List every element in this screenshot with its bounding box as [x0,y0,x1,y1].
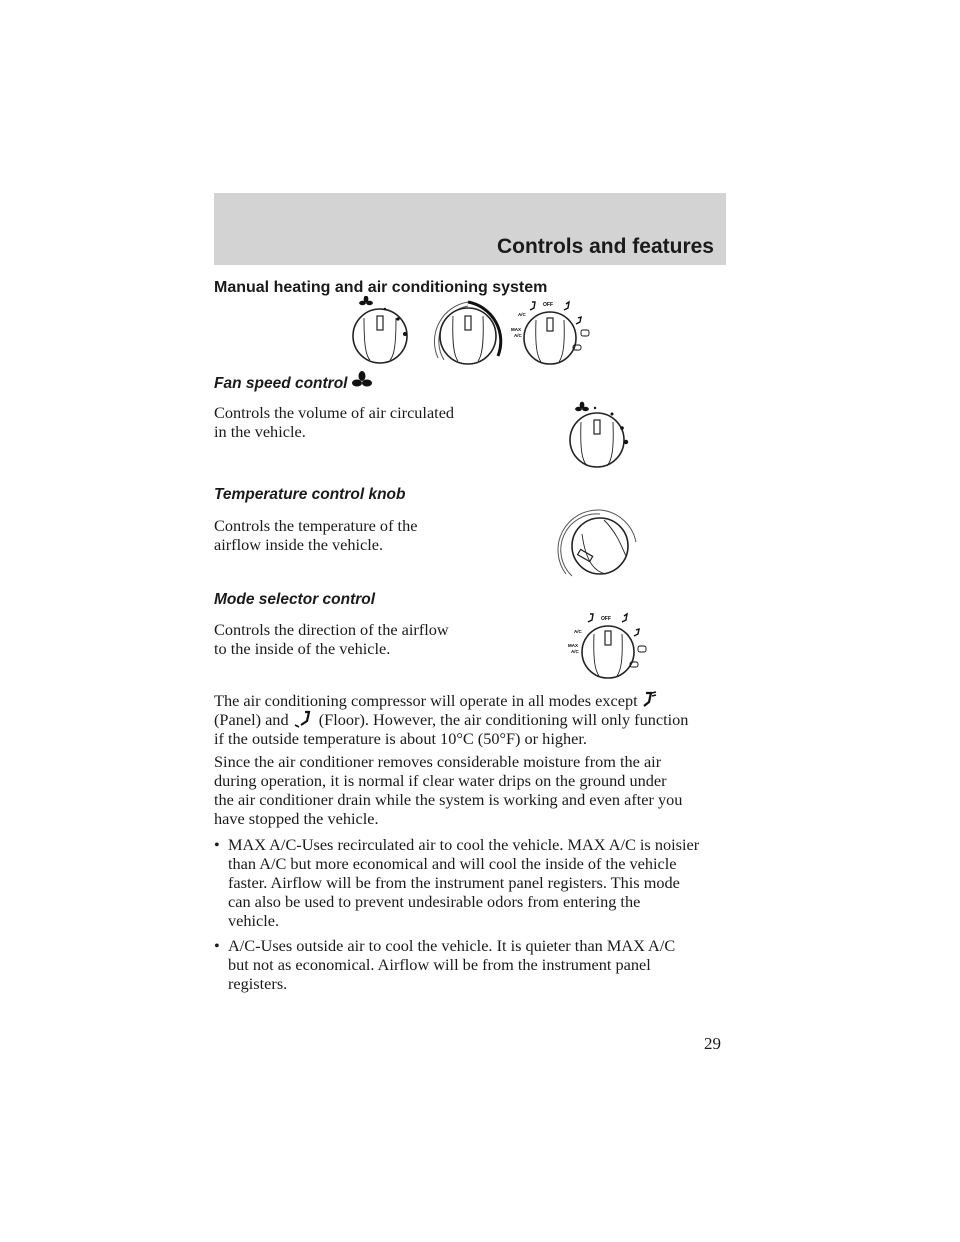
defrost-floor-icon [581,330,589,336]
fan-icon [575,402,589,412]
page-number: 29 [704,1034,721,1053]
list-item [214,835,734,930]
text-line: have stopped the vehicle. [214,809,379,828]
text-line [214,691,734,710]
mode-max-ac-label: A/C [514,333,522,338]
temperature-knob-illustration [434,302,500,364]
text-span: (Panel) and [214,710,289,729]
bullet-text [228,936,734,993]
bullet-text [228,835,734,930]
temperature-title: Temperature control knob [214,486,406,503]
mode-description [214,620,449,658]
text-line: the air conditioner drain while the system is working and even after you [214,790,683,809]
fan-icon [352,371,372,391]
mode-ac-label: A/C [518,312,526,317]
text-line: registers. [228,974,288,993]
text-line: A/C-Uses outside air to cool the vehicle. It is quieter than MAX A/C [228,936,676,955]
text-line: airflow inside the vehicle. [214,535,384,554]
mode-off-label: OFF [601,616,611,622]
text-line: if the outside temperature is about 10°C (50°F) or higher. [214,729,587,748]
panel-floor-icon [622,614,627,622]
header-title: Controls and features [496,235,714,258]
text-line: Since the air conditioner removes considerable moisture from the air [214,752,662,771]
text-line [214,710,734,729]
mode-max-ac-label: A/C [571,649,579,654]
text-line: during operation, it is normal if clear water drips on the ground under [214,771,667,790]
mode-max-label: MAX [511,327,521,332]
mode-max-label: MAX [568,643,578,648]
text-line: vehicle. [228,911,280,930]
text-line: MAX A/C-Uses recirculated air to cool the vehicle. MAX A/C is noisier [228,835,700,854]
floor-vent-icon [634,629,639,636]
mode-off-label: OFF [543,302,553,308]
mode-ac-label: A/C [574,629,582,634]
fan-knob-detail [560,396,640,472]
section-title: Manual heating and air conditioning system [214,279,548,296]
mode-knob-detail [560,610,660,682]
floor-vent-icon [576,317,581,324]
fan-speed-title [214,371,372,393]
moisture-paragraph [214,752,734,828]
text-line: Controls the temperature of the [214,516,418,535]
panel-vent-icon [588,614,593,622]
defrost-floor-icon [638,646,646,652]
panel-floor-icon [564,302,569,310]
fan-knob-illustration [353,296,407,363]
text-line: Controls the volume of air circulated [214,403,455,422]
text-line: in the vehicle. [214,422,306,441]
text-line: to the inside of the vehicle. [214,639,391,658]
floor-vent-icon [293,710,315,728]
bullet-marker: • [214,835,220,854]
text-span: The air conditioning compressor will operate in all modes except [214,691,638,710]
bullet-marker: • [214,936,220,955]
temperature-description [214,516,417,554]
temperature-knob-detail [556,504,640,582]
fan-speed-title-text: Fan speed control [214,375,348,392]
fan-speed-description [214,403,454,441]
list-item [214,936,734,993]
text-line: Controls the direction of the airflow [214,620,449,639]
mode-title: Mode selector control [214,591,376,608]
fan-icon [359,296,373,305]
panel-vent-icon [530,302,535,310]
panel-vent-icon [642,691,658,709]
page-header [214,193,726,265]
text-line: faster. Airflow will be from the instrument panel registers. This mode [228,873,680,892]
text-span: (Floor). However, the air conditioning will only function [318,710,689,729]
compressor-paragraph [214,691,734,748]
mode-knob-illustration [511,302,589,364]
text-line: than A/C but more economical and will cool the inside of the vehicle [228,854,677,873]
text-line: but not as economical. Airflow will be from the instrument panel [228,955,651,974]
controls-overview-illustration [340,296,610,368]
text-line: can also be used to prevent undesirable odors from entering the [228,892,641,911]
